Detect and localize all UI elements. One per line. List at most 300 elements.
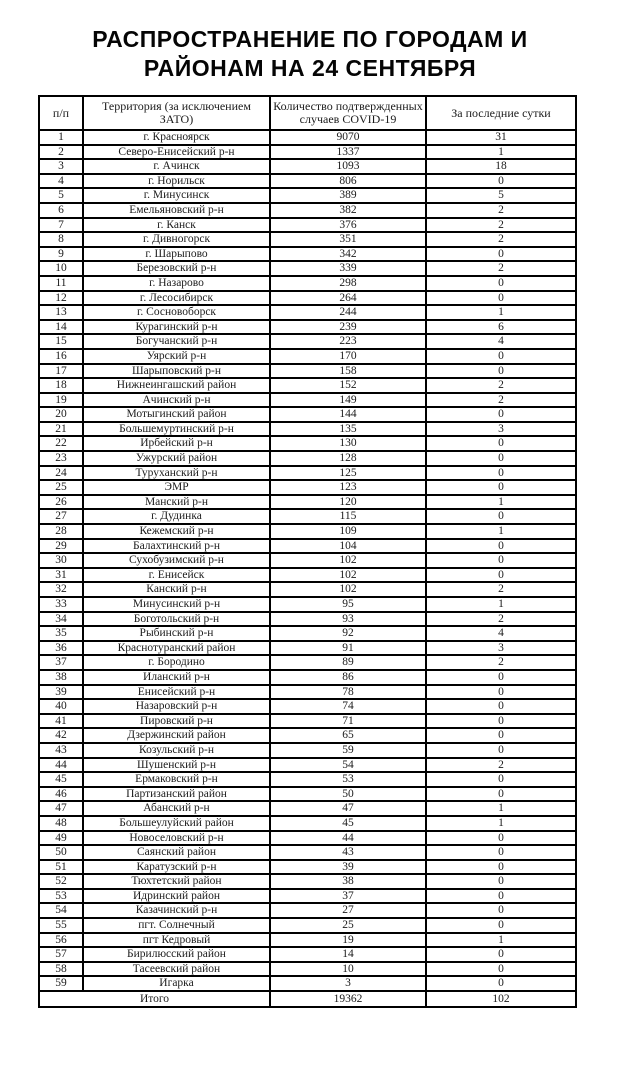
territory-cell: г. Лесосибирск (83, 291, 270, 306)
row-number-cell: 29 (39, 539, 83, 554)
table-row (39, 393, 576, 408)
table-row (39, 364, 576, 379)
confirmed-cases-cell: 123 (270, 480, 426, 495)
last-day-cell: 0 (426, 743, 576, 758)
last-day-cell: 2 (426, 655, 576, 670)
row-number-cell: 56 (39, 933, 83, 948)
territory-cell: Курагинский р-н (83, 320, 270, 335)
row-number-cell: 47 (39, 801, 83, 816)
confirmed-cases-cell: 342 (270, 247, 426, 262)
table-row (39, 261, 576, 276)
territory-cell: Ачинский р-н (83, 393, 270, 408)
row-number-cell: 49 (39, 831, 83, 846)
page-title-line-1: РАСПРОСТРАНЕНИЕ ПО ГОРОДАМ И (92, 26, 528, 52)
confirmed-cases-cell: 376 (270, 218, 426, 233)
confirmed-cases-cell: 170 (270, 349, 426, 364)
last-day-cell: 0 (426, 539, 576, 554)
territory-cell: Боготольский р-н (83, 612, 270, 627)
territory-cell: Новоселовский р-н (83, 831, 270, 846)
row-number-cell: 44 (39, 758, 83, 773)
territory-cell: г. Шарыпово (83, 247, 270, 262)
row-number-cell: 27 (39, 509, 83, 524)
table-row (39, 349, 576, 364)
table-row (39, 218, 576, 233)
table-row (39, 831, 576, 846)
territory-cell: Уярский р-н (83, 349, 270, 364)
table-row (39, 860, 576, 875)
confirmed-cases-cell: 39 (270, 860, 426, 875)
confirmed-cases-cell: 149 (270, 393, 426, 408)
table-row (39, 480, 576, 495)
last-day-cell: 0 (426, 874, 576, 889)
row-number-cell: 35 (39, 626, 83, 641)
confirmed-cases-cell: 38 (270, 874, 426, 889)
row-number-cell: 55 (39, 918, 83, 933)
confirmed-cases-cell: 102 (270, 568, 426, 583)
confirmed-cases-cell: 93 (270, 612, 426, 627)
territory-cell: Нижнеингашский район (83, 378, 270, 393)
table-row (39, 743, 576, 758)
territory-cell: пгт. Солнечный (83, 918, 270, 933)
table-header-row (39, 96, 576, 130)
territory-cell: Кежемский р-н (83, 524, 270, 539)
territory-cell: Ужурский район (83, 451, 270, 466)
last-day-cell: 0 (426, 685, 576, 700)
row-number-cell: 2 (39, 145, 83, 160)
table-row (39, 933, 576, 948)
territory-cell: г. Бородино (83, 655, 270, 670)
last-day-cell: 0 (426, 553, 576, 568)
last-day-cell: 0 (426, 962, 576, 977)
last-day-cell: 4 (426, 334, 576, 349)
confirmed-cases-cell: 25 (270, 918, 426, 933)
last-day-cell: 2 (426, 758, 576, 773)
table-row (39, 918, 576, 933)
confirmed-cases-cell: 19 (270, 933, 426, 948)
confirmed-cases-cell: 109 (270, 524, 426, 539)
table-row (39, 188, 576, 203)
territory-cell: Балахтинский р-н (83, 539, 270, 554)
last-day-cell: 0 (426, 247, 576, 262)
confirmed-cases-cell: 91 (270, 641, 426, 656)
row-number-cell: 9 (39, 247, 83, 262)
table-row (39, 247, 576, 262)
confirmed-cases-cell: 1337 (270, 145, 426, 160)
territory-cell: Пировский р-н (83, 714, 270, 729)
territory-cell: Абанский р-н (83, 801, 270, 816)
row-number-cell: 36 (39, 641, 83, 656)
table-row (39, 320, 576, 335)
table-row (39, 174, 576, 189)
row-number-cell: 38 (39, 670, 83, 685)
table-row (39, 845, 576, 860)
last-day-cell: 0 (426, 568, 576, 583)
table-row (39, 232, 576, 247)
row-number-cell: 31 (39, 568, 83, 583)
table-row (39, 626, 576, 641)
row-number-cell: 5 (39, 188, 83, 203)
last-day-cell: 1 (426, 597, 576, 612)
last-day-cell: 31 (426, 130, 576, 145)
last-day-cell: 1 (426, 801, 576, 816)
last-day-cell: 0 (426, 276, 576, 291)
table-row (39, 568, 576, 583)
row-number-cell: 53 (39, 889, 83, 904)
table-row (39, 758, 576, 773)
row-number-cell: 12 (39, 291, 83, 306)
row-number-cell: 8 (39, 232, 83, 247)
confirmed-cases-cell: 45 (270, 816, 426, 831)
confirmed-cases-cell: 158 (270, 364, 426, 379)
confirmed-cases-cell: 264 (270, 291, 426, 306)
table-row (39, 772, 576, 787)
confirmed-cases-cell: 50 (270, 787, 426, 802)
table-row (39, 436, 576, 451)
territory-cell: Игарка (83, 976, 270, 991)
last-day-cell: 5 (426, 188, 576, 203)
last-day-cell: 1 (426, 495, 576, 510)
territory-cell: Мотыгинский район (83, 407, 270, 422)
total-row (39, 991, 576, 1007)
last-day-cell: 1 (426, 933, 576, 948)
confirmed-cases-cell: 223 (270, 334, 426, 349)
covid-distribution-table (38, 95, 577, 1008)
table-row (39, 203, 576, 218)
row-number-cell: 13 (39, 305, 83, 320)
last-day-cell: 6 (426, 320, 576, 335)
row-number-cell: 42 (39, 728, 83, 743)
territory-cell: Канский р-н (83, 582, 270, 597)
last-day-cell: 0 (426, 451, 576, 466)
row-number-cell: 19 (39, 393, 83, 408)
last-day-cell: 0 (426, 728, 576, 743)
table-row (39, 641, 576, 656)
last-day-cell: 2 (426, 261, 576, 276)
table-row (39, 874, 576, 889)
row-number-cell: 30 (39, 553, 83, 568)
last-day-cell: 0 (426, 670, 576, 685)
table-row (39, 728, 576, 743)
row-number-cell: 37 (39, 655, 83, 670)
territory-cell: Сухобузимский р-н (83, 553, 270, 568)
territory-cell: г. Норильск (83, 174, 270, 189)
table-row (39, 787, 576, 802)
territory-cell: Козульский р-н (83, 743, 270, 758)
last-day-cell: 0 (426, 903, 576, 918)
last-day-cell: 0 (426, 918, 576, 933)
table-row (39, 553, 576, 568)
territory-cell: Идринский район (83, 889, 270, 904)
row-number-cell: 22 (39, 436, 83, 451)
table-row (39, 524, 576, 539)
table-row (39, 159, 576, 174)
territory-cell: Каратузский р-н (83, 860, 270, 875)
confirmed-cases-cell: 3 (270, 976, 426, 991)
last-day-cell: 2 (426, 232, 576, 247)
last-day-cell: 0 (426, 947, 576, 962)
last-day-cell: 0 (426, 291, 576, 306)
table-row (39, 495, 576, 510)
row-number-cell: 45 (39, 772, 83, 787)
row-number-cell: 3 (39, 159, 83, 174)
confirmed-cases-cell: 44 (270, 831, 426, 846)
row-number-cell: 58 (39, 962, 83, 977)
table-row (39, 655, 576, 670)
row-number-cell: 21 (39, 422, 83, 437)
confirmed-cases-cell: 104 (270, 539, 426, 554)
confirmed-cases-cell: 115 (270, 509, 426, 524)
row-number-cell: 18 (39, 378, 83, 393)
row-number-cell: 32 (39, 582, 83, 597)
territory-cell: Березовский р-н (83, 261, 270, 276)
territory-cell: Шушенский р-н (83, 758, 270, 773)
last-day-cell: 18 (426, 159, 576, 174)
confirmed-cases-cell: 54 (270, 758, 426, 773)
table-row (39, 801, 576, 816)
last-day-cell: 0 (426, 509, 576, 524)
table-row (39, 816, 576, 831)
table-body (39, 130, 576, 991)
confirmed-cases-cell: 59 (270, 743, 426, 758)
territory-cell: Иланский р-н (83, 670, 270, 685)
territory-cell: Партизанский район (83, 787, 270, 802)
row-number-cell: 39 (39, 685, 83, 700)
last-day-cell: 2 (426, 218, 576, 233)
row-number-cell: 16 (39, 349, 83, 364)
row-number-cell: 48 (39, 816, 83, 831)
confirmed-cases-cell: 130 (270, 436, 426, 451)
table-row (39, 685, 576, 700)
table-row (39, 422, 576, 437)
last-day-cell: 0 (426, 976, 576, 991)
confirmed-cases-cell: 37 (270, 889, 426, 904)
territory-cell: Минусинский р-н (83, 597, 270, 612)
confirmed-cases-cell: 144 (270, 407, 426, 422)
row-number-cell: 51 (39, 860, 83, 875)
confirmed-cases-cell: 47 (270, 801, 426, 816)
last-day-cell: 0 (426, 772, 576, 787)
territory-cell: Казачинский р-н (83, 903, 270, 918)
table-row (39, 466, 576, 481)
territory-cell: Богучанский р-н (83, 334, 270, 349)
confirmed-cases-cell: 339 (270, 261, 426, 276)
territory-cell: Дзержинский район (83, 728, 270, 743)
header-last-day: За последние сутки (426, 96, 576, 130)
territory-cell: Шарыповский р-н (83, 364, 270, 379)
confirmed-cases-cell: 125 (270, 466, 426, 481)
confirmed-cases-cell: 120 (270, 495, 426, 510)
last-day-cell: 0 (426, 364, 576, 379)
row-number-cell: 20 (39, 407, 83, 422)
territory-cell: Туруханский р-н (83, 466, 270, 481)
confirmed-cases-cell: 89 (270, 655, 426, 670)
table-row (39, 947, 576, 962)
row-number-cell: 7 (39, 218, 83, 233)
row-number-cell: 14 (39, 320, 83, 335)
table-row (39, 291, 576, 306)
last-day-cell: 0 (426, 787, 576, 802)
row-number-cell: 24 (39, 466, 83, 481)
last-day-cell: 3 (426, 641, 576, 656)
row-number-cell: 4 (39, 174, 83, 189)
territory-cell: Тасеевский район (83, 962, 270, 977)
last-day-cell: 2 (426, 203, 576, 218)
last-day-cell: 0 (426, 845, 576, 860)
last-day-cell: 1 (426, 524, 576, 539)
confirmed-cases-cell: 239 (270, 320, 426, 335)
confirmed-cases-cell: 78 (270, 685, 426, 700)
territory-cell: Большемуртинский р-н (83, 422, 270, 437)
territory-cell: г. Дивногорск (83, 232, 270, 247)
total-confirmed-cell: 19362 (270, 991, 426, 1007)
confirmed-cases-cell: 806 (270, 174, 426, 189)
confirmed-cases-cell: 95 (270, 597, 426, 612)
last-day-cell: 2 (426, 612, 576, 627)
confirmed-cases-cell: 244 (270, 305, 426, 320)
table-row (39, 889, 576, 904)
row-number-cell: 6 (39, 203, 83, 218)
last-day-cell: 0 (426, 174, 576, 189)
last-day-cell: 0 (426, 699, 576, 714)
confirmed-cases-cell: 27 (270, 903, 426, 918)
table-row (39, 597, 576, 612)
territory-cell: пгт Кедровый (83, 933, 270, 948)
confirmed-cases-cell: 102 (270, 553, 426, 568)
confirmed-cases-cell: 71 (270, 714, 426, 729)
row-number-cell: 17 (39, 364, 83, 379)
table-row (39, 612, 576, 627)
confirmed-cases-cell: 53 (270, 772, 426, 787)
last-day-cell: 2 (426, 582, 576, 597)
header-row-number: п/п (39, 96, 83, 130)
table-row (39, 451, 576, 466)
row-number-cell: 43 (39, 743, 83, 758)
last-day-cell: 0 (426, 436, 576, 451)
table-row (39, 130, 576, 145)
territory-cell: Краснотуранский район (83, 641, 270, 656)
row-number-cell: 40 (39, 699, 83, 714)
territory-cell: г. Енисейск (83, 568, 270, 583)
table-row (39, 582, 576, 597)
row-number-cell: 28 (39, 524, 83, 539)
confirmed-cases-cell: 1093 (270, 159, 426, 174)
table-row (39, 699, 576, 714)
last-day-cell: 3 (426, 422, 576, 437)
confirmed-cases-cell: 86 (270, 670, 426, 685)
last-day-cell: 1 (426, 305, 576, 320)
row-number-cell: 11 (39, 276, 83, 291)
confirmed-cases-cell: 102 (270, 582, 426, 597)
table-row (39, 378, 576, 393)
territory-cell: Енисейский р-н (83, 685, 270, 700)
row-number-cell: 33 (39, 597, 83, 612)
table-row (39, 276, 576, 291)
row-number-cell: 50 (39, 845, 83, 860)
territory-cell: Бирилюсский район (83, 947, 270, 962)
last-day-cell: 0 (426, 480, 576, 495)
table-row (39, 539, 576, 554)
territory-cell: Емельяновский р-н (83, 203, 270, 218)
territory-cell: Ирбейский р-н (83, 436, 270, 451)
territory-cell: г. Сосновоборск (83, 305, 270, 320)
row-number-cell: 52 (39, 874, 83, 889)
confirmed-cases-cell: 389 (270, 188, 426, 203)
row-number-cell: 59 (39, 976, 83, 991)
last-day-cell: 2 (426, 378, 576, 393)
row-number-cell: 57 (39, 947, 83, 962)
last-day-cell: 0 (426, 714, 576, 729)
territory-cell: г. Канск (83, 218, 270, 233)
confirmed-cases-cell: 351 (270, 232, 426, 247)
last-day-cell: 0 (426, 831, 576, 846)
confirmed-cases-cell: 92 (270, 626, 426, 641)
territory-cell: г. Красноярск (83, 130, 270, 145)
confirmed-cases-cell: 14 (270, 947, 426, 962)
last-day-cell: 0 (426, 889, 576, 904)
confirmed-cases-cell: 135 (270, 422, 426, 437)
territory-cell: Тюхтетский район (83, 874, 270, 889)
row-number-cell: 54 (39, 903, 83, 918)
last-day-cell: 0 (426, 349, 576, 364)
territory-cell: г. Ачинск (83, 159, 270, 174)
territory-cell: г. Минусинск (83, 188, 270, 203)
confirmed-cases-cell: 382 (270, 203, 426, 218)
table-row (39, 670, 576, 685)
table-row (39, 334, 576, 349)
total-label-cell: Итого (39, 991, 270, 1007)
territory-cell: г. Дудинка (83, 509, 270, 524)
territory-cell: Назаровский р-н (83, 699, 270, 714)
table-row (39, 407, 576, 422)
table-row (39, 976, 576, 991)
table-row (39, 903, 576, 918)
table-row (39, 509, 576, 524)
confirmed-cases-cell: 43 (270, 845, 426, 860)
table-row (39, 145, 576, 160)
confirmed-cases-cell: 10 (270, 962, 426, 977)
header-territory: Территория (за исключением ЗАТО) (83, 96, 270, 130)
last-day-cell: 2 (426, 393, 576, 408)
last-day-cell: 0 (426, 466, 576, 481)
row-number-cell: 26 (39, 495, 83, 510)
table-row (39, 714, 576, 729)
page-title-line-2: РАЙОНАМ НА 24 СЕНТЯБРЯ (143, 55, 477, 81)
last-day-cell: 4 (426, 626, 576, 641)
territory-cell: ЭМР (83, 480, 270, 495)
page-title (30, 25, 590, 83)
row-number-cell: 41 (39, 714, 83, 729)
confirmed-cases-cell: 74 (270, 699, 426, 714)
header-confirmed-cases: Количество подтвержденных случаев COVID-19 (270, 96, 426, 130)
confirmed-cases-cell: 128 (270, 451, 426, 466)
territory-cell: Большеулуйский район (83, 816, 270, 831)
confirmed-cases-cell: 298 (270, 276, 426, 291)
table-row (39, 962, 576, 977)
territory-cell: Ермаковский р-н (83, 772, 270, 787)
territory-cell: Саянский район (83, 845, 270, 860)
row-number-cell: 1 (39, 130, 83, 145)
last-day-cell: 0 (426, 860, 576, 875)
confirmed-cases-cell: 9070 (270, 130, 426, 145)
territory-cell: Рыбинский р-н (83, 626, 270, 641)
confirmed-cases-cell: 152 (270, 378, 426, 393)
last-day-cell: 1 (426, 816, 576, 831)
confirmed-cases-cell: 65 (270, 728, 426, 743)
last-day-cell: 0 (426, 407, 576, 422)
row-number-cell: 46 (39, 787, 83, 802)
total-last-day-cell: 102 (426, 991, 576, 1007)
row-number-cell: 15 (39, 334, 83, 349)
